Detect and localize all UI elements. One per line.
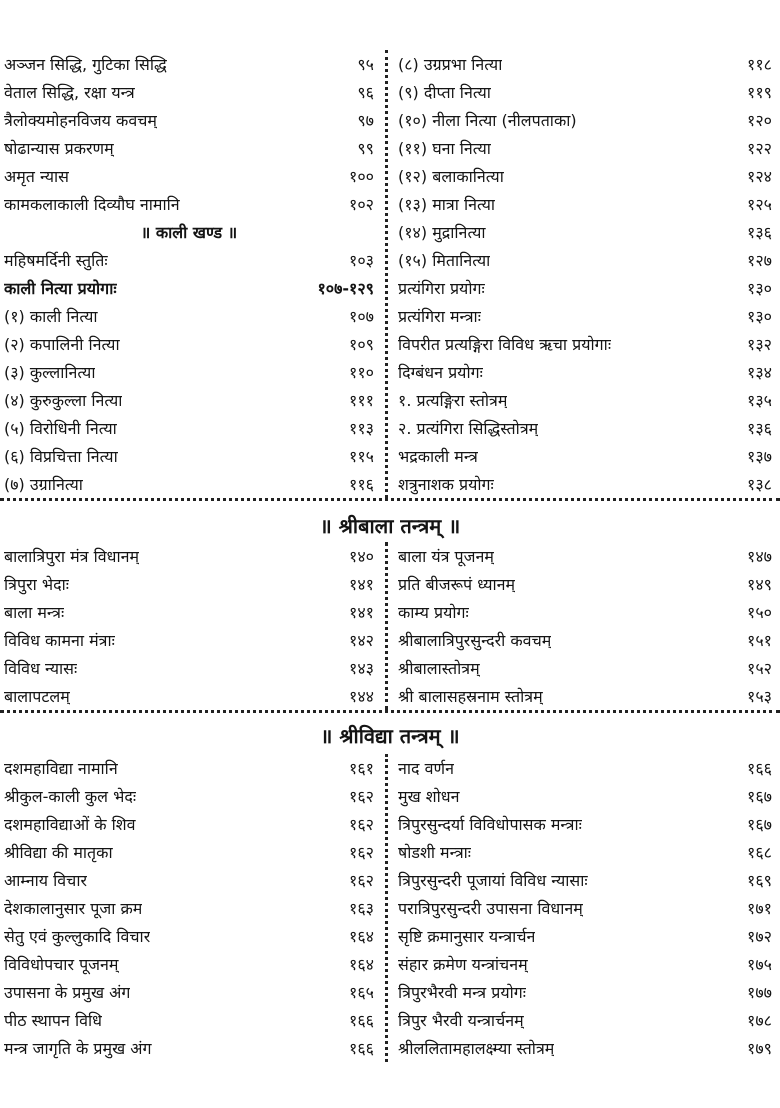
toc-entry-page: ९७: [357, 111, 374, 130]
toc-entry: [382, 414, 780, 442]
toc-entry-title: दशमहाविद्या नामानि: [4, 759, 118, 778]
toc-entry-title: विपरीत प्रत्यङ्गिरा विविध ऋचा प्रयोगाः: [398, 335, 612, 354]
toc-entry: [382, 598, 780, 626]
toc-entry: [382, 246, 780, 274]
toc-entry: [382, 330, 780, 358]
toc-entry: [382, 866, 780, 894]
toc-entry-title: पीठ स्थापन विधि: [4, 1011, 102, 1030]
toc-entry-title: (१०) नीला नित्या (नीलपताका): [398, 111, 577, 130]
toc-entry: [382, 626, 780, 654]
toc-entry: [0, 922, 382, 950]
toc-entry: [0, 950, 382, 978]
toc-entry-page: १३४: [747, 363, 772, 382]
toc-entry-page: १४३: [349, 659, 374, 678]
toc-entry-page: १६२: [349, 787, 374, 806]
toc-entry-page: १६४: [349, 927, 374, 946]
toc-entry-title: संहार क्रमेण यन्त्रांचनम्: [398, 955, 528, 974]
toc-entry: [382, 950, 780, 978]
toc-entry-page: ९५: [357, 55, 374, 74]
toc-entry-title: त्रैलोक्यमोहनविजय कवचम्: [4, 111, 157, 130]
toc-entry-page: ११५: [349, 447, 374, 466]
toc-entry-title: त्रिपुरा भेदाः: [4, 575, 69, 594]
toc-entry-page: १११: [349, 391, 374, 410]
toc-entry-title: मन्त्र जागृति के प्रमुख अंग: [4, 1039, 152, 1058]
toc-entry-page: १७५: [747, 955, 772, 974]
toc-entry-page: ११८: [747, 55, 772, 74]
toc-entry-page: १०९: [349, 335, 374, 354]
toc-entry: [0, 134, 382, 162]
toc-entry-title: परात्रिपुरसुन्दरी उपासना विधानम्: [398, 899, 583, 918]
toc-entry: [382, 78, 780, 106]
toc-entry: [382, 386, 780, 414]
toc-entry-page: १०७: [349, 307, 374, 326]
toc-entry-title: प्रत्यंगिरा मन्त्राः: [398, 307, 481, 326]
toc-entry-page: १६२: [349, 843, 374, 862]
toc-entry: [382, 810, 780, 838]
toc-entry-title: त्रिपुरसुन्दर्या विविधोपासक मन्त्राः: [398, 815, 582, 834]
toc-entry-title: उपासना के प्रमुख अंग: [4, 983, 131, 1002]
toc-entry-title: त्रिपुर भैरवी यन्त्रार्चनम्: [398, 1011, 524, 1030]
toc-entry: [382, 218, 780, 246]
toc-entry-page: १३६: [747, 223, 772, 242]
toc-entry-page: १२४: [747, 167, 772, 186]
section-divider: [0, 498, 780, 501]
toc-entry: [0, 274, 382, 302]
toc-entry: [382, 654, 780, 682]
toc-right-column: [382, 754, 780, 1062]
toc-entry: [382, 106, 780, 134]
toc-entry-page: १३०: [747, 279, 772, 298]
toc-entry: [0, 542, 382, 570]
toc-entry: [382, 358, 780, 386]
toc-entry: [0, 1006, 382, 1034]
toc-entry-title: विविध न्यासः: [4, 659, 78, 678]
section-title-shrividya: ॥ श्रीविद्या तन्त्रम् ॥: [320, 724, 460, 748]
toc-entry-page: १६६: [349, 1011, 374, 1030]
toc-entry-page: १४९: [747, 575, 772, 594]
toc-entry-page: १६६: [349, 1039, 374, 1058]
toc-entry-page: १७७: [747, 983, 772, 1002]
toc-entry-title: (१) काली नित्या: [4, 307, 98, 326]
toc-entry-page: १५०: [747, 603, 772, 622]
toc-entry-title: (५) विरोधिनी नित्या: [4, 419, 117, 438]
toc-entry-page: ११३: [349, 419, 374, 438]
toc-entry: [382, 302, 780, 330]
toc-entry: [382, 274, 780, 302]
toc-entry-page: ११६: [349, 475, 374, 494]
toc-entry-title: श्रीललितामहालक्ष्म्या स्तोत्रम्: [398, 1039, 555, 1058]
toc-entry: [0, 570, 382, 598]
toc-entry: [382, 190, 780, 218]
toc-entry: [382, 162, 780, 190]
toc-entry: [0, 302, 382, 330]
toc-entry-title: षोडशी मन्त्राः: [398, 843, 472, 862]
toc-entry: [382, 838, 780, 866]
toc-entry: [0, 50, 382, 78]
toc-entry-page: ११९: [747, 83, 772, 102]
toc-entry: [0, 1034, 382, 1062]
toc-entry: [382, 782, 780, 810]
toc-entry: [0, 598, 382, 626]
toc-entry-page: १४२: [349, 631, 374, 650]
toc-entry-title: प्रति बीजरूपं ध्यानम्: [398, 575, 516, 594]
toc-entry-page: १५१: [747, 631, 772, 650]
toc-entry-title: २. प्रत्यंगिरा सिद्धिस्तोत्रम्: [398, 419, 539, 438]
toc-entry-page: १०७-१२९: [317, 279, 374, 298]
toc-entry: [382, 1034, 780, 1062]
toc-entry: [0, 386, 382, 414]
toc-entry-title: भद्रकाली मन्त्र: [398, 447, 478, 466]
toc-entry-title: काली नित्या प्रयोगाः: [4, 279, 117, 298]
toc-entry-title: बाला मन्त्रः: [4, 603, 65, 622]
toc-entry-title: (७) उग्रानित्या: [4, 475, 83, 494]
toc-entry-page: १३०: [747, 307, 772, 326]
toc-entry-title: (१२) बलाकानित्या: [398, 167, 504, 186]
toc-entry-page: १२५: [747, 195, 772, 214]
toc-right-column: [382, 50, 780, 498]
toc-entry-page: ११०: [349, 363, 374, 382]
toc-entry-title: बालात्रिपुरा मंत्र विधानम्: [4, 547, 140, 566]
toc-section-kali: [0, 50, 780, 498]
toc-entry-page: १३६: [747, 419, 772, 438]
toc-entry: [382, 570, 780, 598]
toc-right-column: [382, 542, 780, 710]
toc-entry-title: (३) कुल्लानित्या: [4, 363, 96, 382]
toc-entry-title: विविधोपचार पूजनम्: [4, 955, 119, 974]
toc-entry-page: १३७: [747, 447, 772, 466]
toc-entry-page: १७९: [747, 1039, 772, 1058]
toc-entry-title: देशकालानुसार पूजा क्रम: [4, 899, 143, 918]
toc-entry-page: १४१: [349, 603, 374, 622]
toc-entry: [0, 978, 382, 1006]
toc-entry-page: १०२: [349, 195, 374, 214]
toc-entry-page: १४७: [747, 547, 772, 566]
toc-entry-page: ९९: [357, 139, 374, 158]
toc-entry-page: १७१: [747, 899, 772, 918]
toc-entry-page: १४१: [349, 575, 374, 594]
toc-entry: [382, 754, 780, 782]
toc-entry-page: १६२: [349, 815, 374, 834]
toc-entry: [0, 162, 382, 190]
toc-entry: [0, 106, 382, 134]
toc-entry: [0, 838, 382, 866]
toc-entry-title: (९) दीप्ता नित्या: [398, 83, 491, 102]
toc-entry-page: १६४: [349, 955, 374, 974]
toc-entry-title: श्रीकुल-काली कुल भेदः: [4, 787, 137, 806]
toc-entry-title: दिग्बंधन प्रयोगः: [398, 363, 483, 382]
toc-entry: [0, 754, 382, 782]
toc-entry-title: श्रीविद्या की मातृका: [4, 843, 113, 862]
toc-entry: [382, 682, 780, 710]
toc-entry: [0, 414, 382, 442]
subsection-heading: [0, 218, 382, 246]
toc-entry: [382, 978, 780, 1006]
toc-entry-title: (४) कुरुकुल्ला नित्या: [4, 391, 123, 410]
toc-entry-page: १५२: [747, 659, 772, 678]
toc-entry-page: १६७: [747, 815, 772, 834]
toc-entry-page: १६५: [349, 983, 374, 1002]
toc-entry-title: बालापटलम्: [4, 687, 70, 706]
toc-entry-page: ९६: [357, 83, 374, 102]
toc-entry: [382, 1006, 780, 1034]
toc-entry: [382, 442, 780, 470]
toc-entry-title: (११) घना नित्या: [398, 139, 491, 158]
toc-entry-page: १७२: [747, 927, 772, 946]
toc-entry-title: आम्नाय विचार: [4, 871, 88, 890]
toc-entry: [0, 78, 382, 106]
toc-entry-title: अञ्जन सिद्धि, गुटिका सिद्धि: [4, 55, 167, 74]
toc-entry: [0, 246, 382, 274]
toc-entry-title: त्रिपुरभैरवी मन्त्र प्रयोगः: [398, 983, 526, 1002]
toc-entry-page: १६१: [349, 759, 374, 778]
toc-entry: [0, 442, 382, 470]
subsection-heading-text: ॥ काली खण्ड ॥: [140, 223, 238, 242]
toc-entry: [382, 50, 780, 78]
toc-entry: [382, 134, 780, 162]
toc-entry-title: (१४) मुद्रानित्या: [398, 223, 486, 242]
toc-entry-title: कामकलाकाली दिव्यौघ नामानि: [4, 195, 180, 214]
toc-entry-title: बाला यंत्र पूजनम्: [398, 547, 494, 566]
toc-entry-title: दशमहाविद्याओं के शिव: [4, 815, 136, 834]
toc-entry-page: १४४: [349, 687, 374, 706]
toc-entry-page: १२७: [747, 251, 772, 270]
toc-entry-title: १. प्रत्यङ्गिरा स्तोत्रम्: [398, 391, 508, 410]
toc-entry-page: १६७: [747, 787, 772, 806]
toc-entry-page: १३२: [747, 335, 772, 354]
toc-entry-page: १६३: [349, 899, 374, 918]
toc-entry-title: सेतु एवं कुल्लुकादि विचार: [4, 927, 151, 946]
toc-entry: [0, 626, 382, 654]
toc-entry: [0, 866, 382, 894]
toc-entry: [0, 470, 382, 498]
toc-entry-title: (६) विप्रचित्ता नित्या: [4, 447, 118, 466]
toc-entry-title: वेताल सिद्धि, रक्षा यन्त्र: [4, 83, 135, 102]
toc-entry-title: अमृत न्यास: [4, 167, 69, 186]
toc-entry-page: १६६: [747, 759, 772, 778]
toc-entry-page: १६८: [747, 843, 772, 862]
toc-entry-title: श्रीबालात्रिपुरसुन्दरी कवचम्: [398, 631, 552, 650]
toc-entry-title: (१५) मितानित्या: [398, 251, 491, 270]
toc-entry: [382, 894, 780, 922]
toc-entry-title: महिषमर्दिनी स्तुतिः: [4, 251, 108, 270]
toc-entry: [382, 470, 780, 498]
toc-entry-title: नाद वर्णन: [398, 759, 454, 778]
toc-entry: [382, 542, 780, 570]
toc-entry-page: १७८: [747, 1011, 772, 1030]
toc-entry: [0, 358, 382, 386]
toc-entry-page: १६९: [747, 871, 772, 890]
toc-entry-page: १६२: [349, 871, 374, 890]
toc-entry: [0, 330, 382, 358]
toc-entry-page: १४०: [349, 547, 374, 566]
toc-entry-page: १२२: [747, 139, 772, 158]
toc-entry: [0, 190, 382, 218]
toc-entry: [0, 654, 382, 682]
toc-entry-page: १३८: [747, 475, 772, 494]
toc-left-column: [0, 542, 382, 710]
toc-entry-page: १०३: [349, 251, 374, 270]
toc-left-column: [0, 754, 382, 1062]
section-title-shribala: ॥ श्रीबाला तन्त्रम् ॥: [319, 514, 461, 538]
toc-entry: [0, 782, 382, 810]
toc-section-shrividya: [0, 754, 780, 1062]
toc-entry: [0, 894, 382, 922]
toc-entry-title: विविध कामना मंत्राः: [4, 631, 115, 650]
toc-entry-page: १३५: [747, 391, 772, 410]
toc-entry-page: १२०: [747, 111, 772, 130]
toc-entry-page: १००: [349, 167, 374, 186]
toc-entry-title: प्रत्यंगिरा प्रयोगः: [398, 279, 485, 298]
toc-entry-title: श्रीबालास्तोत्रम्: [398, 659, 480, 678]
toc-entry-title: शत्रुनाशक प्रयोगः: [398, 475, 494, 494]
toc-entry-title: मुख शोधन: [398, 787, 460, 806]
toc-section-shribala: [0, 542, 780, 710]
section-divider: [0, 710, 780, 713]
toc-entry-page: १५३: [747, 687, 772, 706]
toc-entry-title: काम्य प्रयोगः: [398, 603, 469, 622]
toc-entry: [382, 922, 780, 950]
toc-entry-title: षोढान्यास प्रकरणम्: [4, 139, 114, 158]
toc-entry-title: श्री बालासहस्रनाम स्तोत्रम्: [398, 687, 543, 706]
toc-entry: [0, 810, 382, 838]
toc-entry-title: त्रिपुरसुन्दरी पूजायां विविध न्यासाः: [398, 871, 588, 890]
toc-entry-title: (१३) मात्रा नित्या: [398, 195, 496, 214]
toc-entry-title: सृष्टि क्रमानुसार यन्त्रार्चन: [398, 927, 536, 946]
toc-entry: [0, 682, 382, 710]
toc-entry-title: (२) कपालिनी नित्या: [4, 335, 120, 354]
toc-entry-title: (८) उग्रप्रभा नित्या: [398, 55, 503, 74]
toc-left-column: [0, 50, 382, 498]
